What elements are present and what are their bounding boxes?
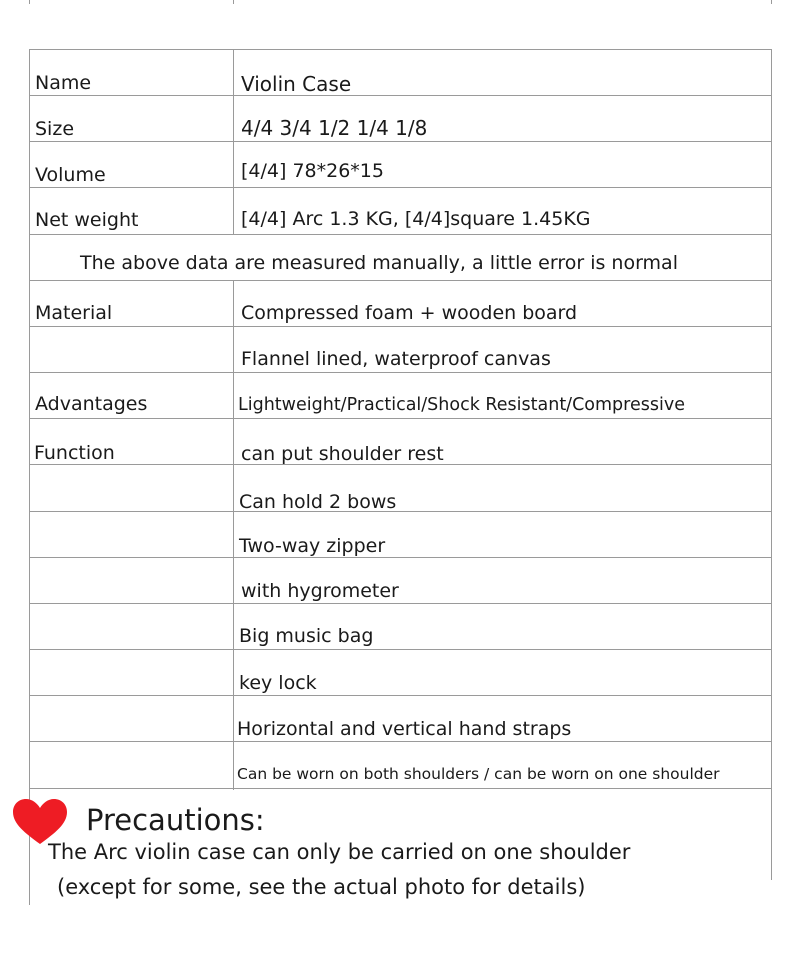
row-line [29,326,772,327]
value-hand-straps: Horizontal and vertical hand straps [237,718,572,740]
value-key-lock: key lock [239,672,317,694]
precaution-text-line1: The Arc violin case can only be carried on one shoulder [48,840,631,864]
label-material: Material [35,302,113,324]
row-line [29,418,772,419]
label-advantages: Advantages [35,393,148,415]
value-volume: [4/4] 78*26*15 [241,160,384,182]
value-bows: Can hold 2 bows [239,491,397,513]
measurement-note: The above data are measured manually, a little error is normal [80,252,678,274]
row-line [29,372,772,373]
row-line [29,280,772,281]
table-divider-bottom [233,280,234,790]
row-line [29,95,772,96]
row-line [29,511,772,512]
row-line [29,695,772,696]
row-line [29,788,772,789]
row-line [29,49,772,50]
label-function: Function [34,442,115,464]
row-line [29,234,772,235]
row-line [29,741,772,742]
value-size: 4/4 3/4 1/2 1/4 1/8 [241,116,428,140]
table-left-border [29,49,30,905]
label-size: Size [35,118,75,140]
precaution-text-line2: (except for some, see the actual photo for details) [57,875,586,899]
label-volume: Volume [35,164,106,186]
top-stub-right [771,0,772,4]
value-lining: Flannel lined, waterproof canvas [241,348,551,370]
row-line [29,187,772,188]
precautions-title: Precautions: [86,803,265,837]
top-stub-left [29,0,30,4]
value-music-bag: Big music bag [239,625,374,647]
value-material: Compressed foam + wooden board [241,302,578,324]
row-line [29,649,772,650]
value-advantages: Lightweight/Practical/Shock Resistant/Compressive [238,395,685,415]
value-zipper: Two-way zipper [239,535,386,557]
label-net-weight: Net weight [35,209,139,231]
row-line [29,557,772,558]
value-shoulders: Can be worn on both shoulders / can be worn on one shoulder [237,765,720,783]
row-line [29,603,772,604]
row-line [29,141,772,142]
value-net-weight: [4/4] Arc 1.3 KG, [4/4]square 1.45KG [241,208,591,230]
value-shoulder-rest: can put shoulder rest [241,443,444,465]
label-name: Name [35,72,92,94]
value-hygrometer: with hygrometer [241,580,399,602]
value-name: Violin Case [241,72,352,96]
top-stub-mid [233,0,234,4]
